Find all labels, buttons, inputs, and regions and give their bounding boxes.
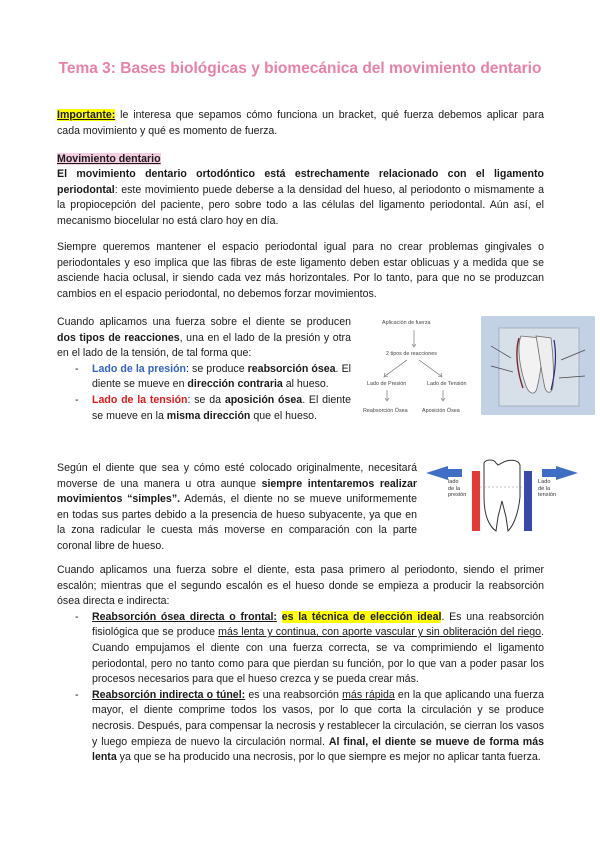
pressure-text-c: al hueso. (282, 378, 329, 391)
tension-bold-1: aposición ósea (224, 393, 303, 406)
diagram-root: Aplicación de fuerza (382, 320, 431, 326)
tooth-label-right-2: de la (538, 485, 551, 492)
direct-highlight: es la técnica de elección ideal (281, 610, 442, 623)
tooth-model-photo (481, 316, 595, 415)
simple-text-b: Además, el diente no se mueve uniformemente en todas sus partes debido a la presencia de hueso subyacente, ya que en la zona radicular le cuesta más moverse en comparación con la parte coronal libre de hueso. (57, 493, 417, 552)
pressure-label: Lado de la presión (92, 362, 187, 375)
tooth-label-right-3: tensión (538, 492, 557, 499)
reactions-intro-b: , una en el lado de la presión y otra en el lado de la tensión, de tal forma que: (57, 331, 351, 360)
direct-text-a: . Es una reabsorción fisiológica que se produce (92, 610, 544, 639)
paragraph-resorption (57, 563, 544, 766)
tooth-label-left-3: presión (448, 492, 467, 499)
list-item-pressure: - Lado de la presión: se produce reabsorción ósea. El diente se mueve en dirección contraria al hueso. (75, 362, 351, 391)
indirect-text-c: ya que se ha producido una necrosis, por lo que siempre es mejor no aplicar tanta fuerza. (116, 751, 541, 764)
paragraph-simple-movements (57, 461, 417, 555)
pressure-text-b: . El diente se mueve en (92, 362, 351, 391)
reaction-flow-diagram (355, 316, 473, 422)
pressure-text-a: : se produce (186, 362, 248, 375)
tension-bold-2: misma dirección (166, 409, 251, 422)
reactions-intro-a: Cuando aplicamos una fuerza sobre el diente se producen (57, 316, 351, 328)
diagram-middle: 2 tipos de reacciones (386, 351, 437, 357)
section-heading: Movimiento dentario (57, 153, 161, 165)
resorption-intro: Cuando aplicamos una fuerza sobre el diente, esta pasa primero al periodonto, siendo el primer escalón; mientras que el segundo escalón es el hueso donde se empieza a producir la reabsorción ósea directa e indirecta: (57, 564, 544, 608)
page-title: Tema 3: Bases biológicas y biomecánica del movimiento dentario (58, 60, 542, 77)
diagram-left: Lado de Presión (367, 381, 407, 387)
tension-text-c: que el hueso. (250, 409, 317, 422)
indirect-label: Reabsorción indirecta o túnel: (92, 688, 246, 701)
intro-paragraph (57, 108, 544, 139)
indirect-text-b: en la que aplicando una fuerza mayor, el diente comprime todos los vasos, por lo que corta la circulación y se produce necrosis. Después, para compensar la necrosis y restablecer la circulación, se cierran los vasos y luego empieza de nuevo la circulación normal. (92, 688, 544, 748)
list-item-indirect: - Reabsorción indirecta o túnel: es una reabsorción más rápida en la que aplicando una fuerza mayor, el diente comprime todos los vasos, por lo que corta la circulación y se produce necrosis. Después, para compensar la necrosis y restablecer la circulación, se cierran los vasos y luego empieza de nuevo la circulación normal. Al final, el diente se mueve de forma más lenta ya que se ha producido una necrosis, por lo que siempre es mejor no aplicar tanta fuerza. (75, 688, 544, 764)
diagram-right: Lado de Tensión (427, 381, 467, 387)
direct-label: Reabsorción ósea directa o frontal: (92, 610, 277, 623)
simple-bold: siempre intentaremos realizar movimientos “simples”. (57, 477, 417, 506)
direct-underline: más lenta y continua, con aporte vascular y sin obliteración del riego (218, 626, 542, 639)
direct-text-b: . Cuando empujamos el diente con una fuerza correcta, se va comprimiendo el ligamento periodontal, pero no tanto como para que pierdan su función, por lo que van a poder pasar los procesos necesarios para que el hueso crezca y se pueda crear más. (92, 626, 544, 686)
indirect-underline: más rápida (342, 688, 395, 701)
pressure-bold-2: dirección contraria (187, 378, 283, 391)
indirect-text-a: es una reabsorción (245, 688, 343, 701)
ligament-text: : este movimiento puede deberse a la densidad del hueso, al periodonto o mismamente a la propiocepción del paciente, pero sobre todo a las células del ligamento periodontal. Aún así, el mecanismo biocelular no está claro hoy en día. (57, 183, 544, 227)
paragraph-periodontal-space: Siempre queremos mantener el espacio periodontal igual para no crear problemas gingivales o periodontales y eso implica que las fibras de este ligamento deben estar oblicuas y a medida que se asciende hacia oclusal, ir siendo cada vez más horizontales. Por lo tanto, para que no se produzcan cambios en el espacio periodontal, no debemos forzar movimientos. (57, 241, 544, 300)
flow-diagram-lines (355, 316, 473, 422)
tooth-label-left-2: de la (448, 485, 461, 492)
paragraph-ligament (57, 167, 544, 229)
tooth-label-right (538, 479, 556, 499)
tension-label: Lado de la tensión (92, 393, 188, 406)
diagram-left-leaf: Reabsorción Ósea (363, 408, 408, 414)
ligament-bold: El movimiento dentario ortodóntico está estrechamente relacionado con el ligamento periodontal (57, 168, 544, 196)
tooth-label-left (448, 479, 466, 499)
intro-text: le interesa que sepamos cómo funciona un bracket, qué fuerza debemos aplicar para cada movimiento y qué es momento de fuerza. (57, 109, 544, 137)
list-item-direct: - Reabsorción ósea directa o frontal: es la técnica de elección ideal. Es una reabsorción fisiológica que se produce más lenta y continua, con aporte vascular y sin obliteración del riego. Cuando empujamos el diente con una fuerza correcta, se va comprimiendo el ligamento periodontal, pero no tanto como para que pierdan su función, por lo que van a poder pasar los procesos necesarios para que el hueso crezca y se pueda crear más. (75, 610, 544, 686)
tension-text-a: : se da (187, 393, 225, 406)
tooth-model-drawing (481, 316, 595, 415)
tooth-label-right-1: Lado (538, 479, 551, 485)
tooth-force-diagram (424, 457, 580, 537)
reactions-intro-bold: dos tipos de reacciones (57, 331, 180, 344)
pressure-bold-1: reabsorción ósea (247, 362, 336, 375)
tension-text-b: . El diente se mueve en la (92, 393, 351, 422)
list-item-tension: - Lado de la tensión: se da aposición ósea. El diente se mueve en la misma dirección que el hueso. (75, 393, 351, 422)
section-heading-wrap (57, 152, 544, 168)
tooth-label-left-1: lado (448, 479, 459, 485)
diagram-right-leaf: Aposición Ósea (422, 408, 460, 414)
indirect-bold: Al final, el diente se mueve de forma más lenta (92, 735, 544, 764)
paragraph-reactions (57, 315, 351, 424)
simple-text-a: Según el diente que sea y cómo esté colocado originalmente, necesitará moverse de una manera u otra aunque (57, 462, 417, 490)
intro-label: Importante: (57, 109, 116, 121)
